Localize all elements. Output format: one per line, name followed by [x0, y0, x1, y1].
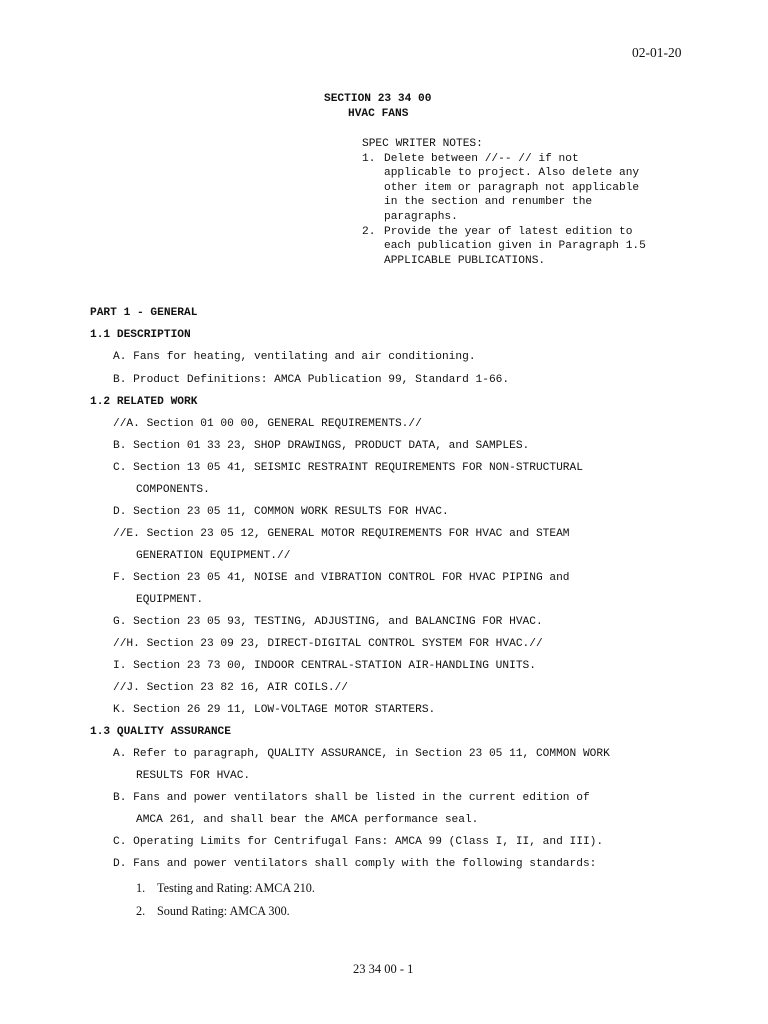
- document-date: 02-01-20: [632, 45, 682, 60]
- standard-item-number: 1.: [136, 881, 146, 895]
- paragraph-item: //E. Section 23 05 12, GENERAL MOTOR REQUIREMENTS FOR HVAC and STEAM: [113, 528, 570, 540]
- note-line: each publication given in Paragraph 1.5: [384, 240, 646, 253]
- paragraph-continuation: GENERATION EQUIPMENT.//: [136, 550, 291, 562]
- paragraph-item: C. Operating Limits for Centrifugal Fans: AMCA 99 (Class I, II, and III).: [113, 836, 604, 848]
- paragraph-item: A. Fans for heating, ventilating and air conditioning.: [113, 351, 476, 363]
- page-footer: 23 34 00 - 1: [353, 962, 414, 976]
- note-item: 1. Delete between //-- // if not: [362, 152, 579, 165]
- paragraph-item: //H. Section 23 09 23, DIRECT-DIGITAL CONTROL SYSTEM FOR HVAC.//: [113, 638, 543, 650]
- subsection-heading-quality-assurance: 1.3 QUALITY ASSURANCE: [90, 726, 231, 738]
- note-line: other item or paragraph not applicable: [384, 181, 640, 194]
- section-number: SECTION 23 34 00: [324, 93, 432, 105]
- subsection-heading-related-work: 1.2 RELATED WORK: [90, 396, 198, 408]
- part-heading: PART 1 - GENERAL: [90, 307, 198, 319]
- paragraph-item: D. Section 23 05 11, COMMON WORK RESULTS FOR HVAC.: [113, 506, 449, 518]
- paragraph-item: K. Section 26 29 11, LOW-VOLTAGE MOTOR STARTERS.: [113, 704, 436, 716]
- paragraph-item: G. Section 23 05 93, TESTING, ADJUSTING, and BALANCING FOR HVAC.: [113, 616, 543, 628]
- spec-writer-notes: [362, 137, 646, 268]
- paragraph-item: A. Refer to paragraph, QUALITY ASSURANCE, in Section 23 05 11, COMMON WORK: [113, 748, 610, 760]
- paragraph-continuation: EQUIPMENT.: [136, 594, 204, 606]
- standard-item-text: Testing and Rating: AMCA 210.: [157, 881, 315, 895]
- paragraph-item: //A. Section 01 00 00, GENERAL REQUIREMENTS.//: [113, 418, 422, 430]
- standard-item-text: Sound Rating: AMCA 300.: [157, 904, 290, 918]
- paragraph-item: B. Product Definitions: AMCA Publication 99, Standard 1-66.: [113, 374, 510, 386]
- paragraph-continuation: COMPONENTS.: [136, 484, 210, 496]
- note-line: paragraphs.: [384, 210, 458, 223]
- paragraph-item: I. Section 23 73 00, INDOOR CENTRAL-STATION AIR-HANDLING UNITS.: [113, 660, 536, 672]
- paragraph-item: B. Section 01 33 23, SHOP DRAWINGS, PRODUCT DATA, and SAMPLES.: [113, 440, 530, 452]
- note-line: APPLICABLE PUBLICATIONS.: [384, 254, 546, 267]
- note-item: 2. Provide the year of latest edition to: [362, 225, 633, 238]
- note-line: in the section and renumber the: [384, 196, 593, 209]
- paragraph-continuation: RESULTS FOR HVAC.: [136, 770, 251, 782]
- note-line: applicable to project. Also delete any: [384, 167, 640, 180]
- notes-heading: SPEC WRITER NOTES:: [362, 138, 483, 150]
- paragraph-item: D. Fans and power ventilators shall comply with the following standards:: [113, 858, 597, 870]
- subsection-heading-description: 1.1 DESCRIPTION: [90, 329, 191, 341]
- paragraph-item: F. Section 23 05 41, NOISE and VIBRATION CONTROL FOR HVAC PIPING and: [113, 572, 570, 584]
- paragraph-item: C. Section 13 05 41, SEISMIC RESTRAINT REQUIREMENTS FOR NON-STRUCTURAL: [113, 462, 583, 474]
- paragraph-item: //J. Section 23 82 16, AIR COILS.//: [113, 682, 348, 694]
- paragraph-item: B. Fans and power ventilators shall be listed in the current edition of: [113, 792, 590, 804]
- paragraph-continuation: AMCA 261, and shall bear the AMCA performance seal.: [136, 814, 479, 826]
- standard-item-number: 2.: [136, 904, 146, 918]
- section-title: HVAC FANS: [348, 108, 409, 120]
